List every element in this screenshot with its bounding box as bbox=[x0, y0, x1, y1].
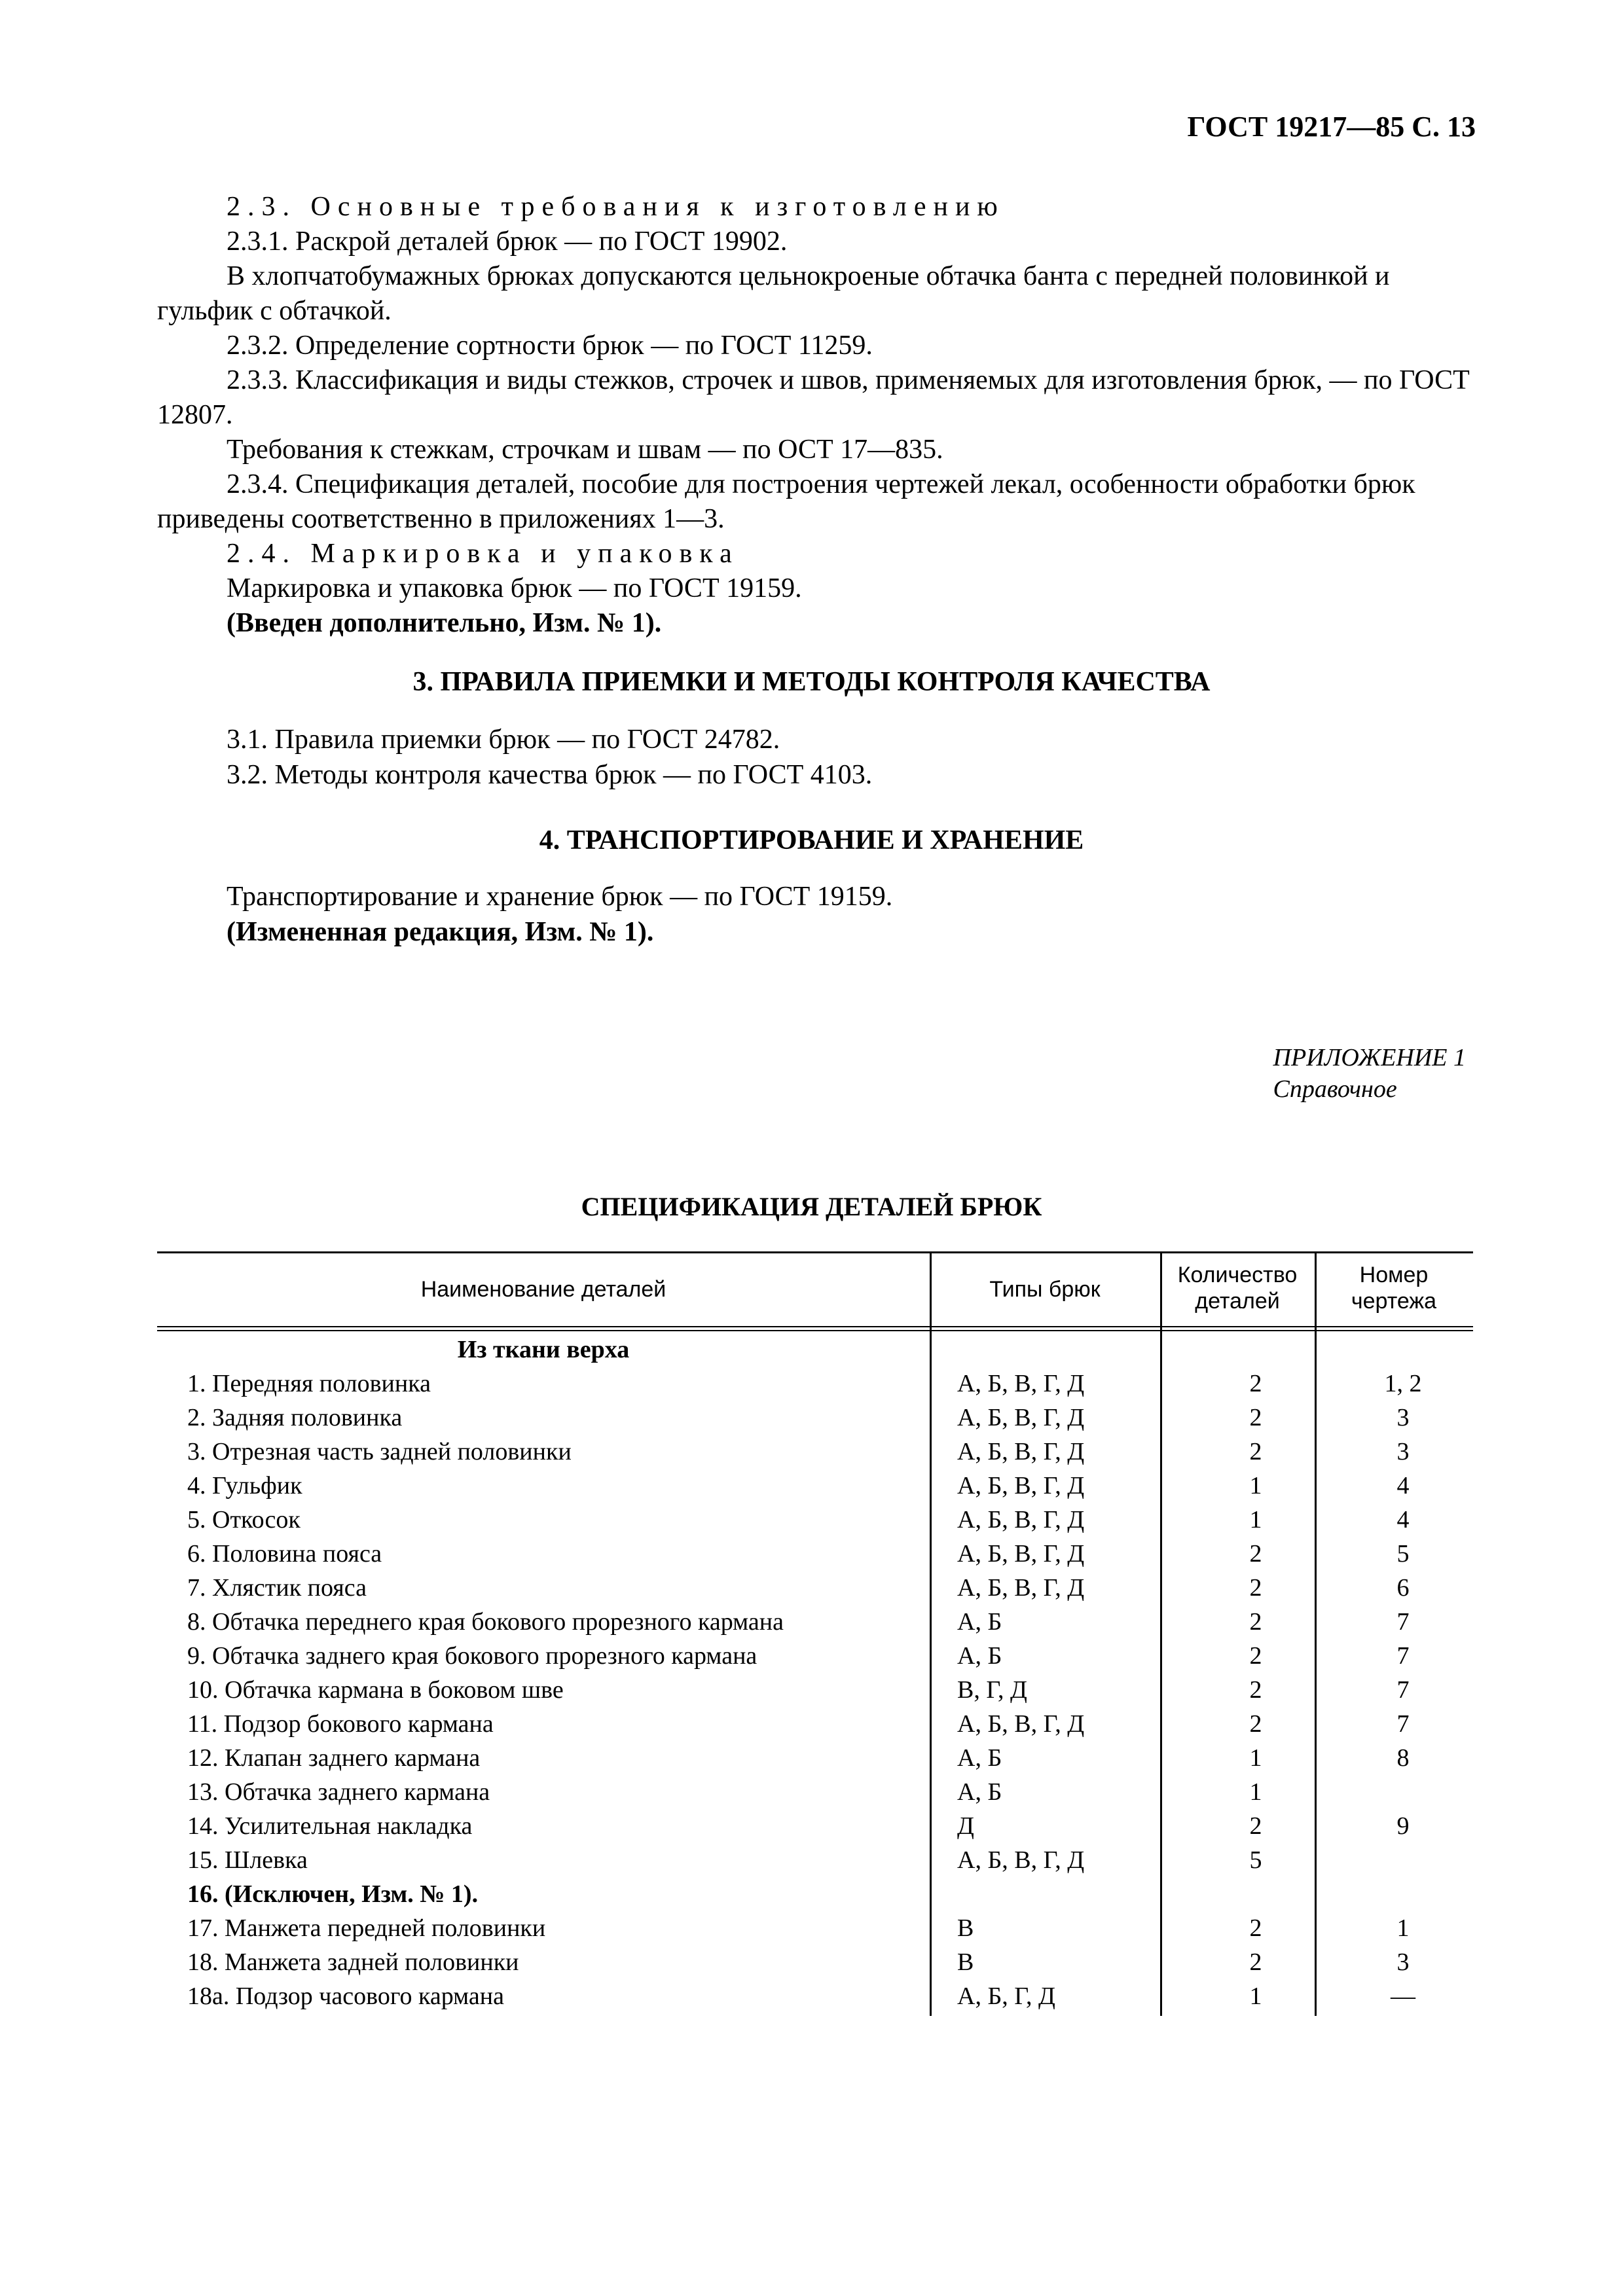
section-4-title: 4. ТРАНСПОРТИРОВАНИЕ И ХРАНЕНИЕ bbox=[539, 825, 1084, 855]
table-row bbox=[157, 1571, 1473, 1605]
row-types: А, Б, В, Г, Д bbox=[957, 1506, 1085, 1534]
clause-2-3-3: 2.3.3. Классификация и виды стежков, строчек и швов, применяемых для изготовления брюк, — по ГОСТ 12807. bbox=[157, 365, 1470, 430]
table-header-rule-2 bbox=[157, 1330, 1473, 1331]
row-drawing: 8 bbox=[1396, 1744, 1410, 1772]
row-name: 10. Обтачка кармана в боковом шве bbox=[187, 1676, 564, 1704]
table-row bbox=[157, 1469, 1473, 1503]
row-qty: 2 bbox=[1249, 1676, 1262, 1704]
row-drawing: 7 bbox=[1396, 1676, 1410, 1704]
table-row bbox=[157, 1605, 1473, 1639]
row-types: А, Б, В, Г, Д bbox=[957, 1370, 1085, 1397]
row-types: А, Б bbox=[957, 1744, 1002, 1772]
page-header: ГОСТ 19217—85 С. 13 bbox=[1187, 111, 1476, 143]
row-types: А, Б, В, Г, Д bbox=[957, 1540, 1085, 1568]
clause-2-text bbox=[157, 190, 1480, 641]
row-types: В bbox=[957, 1948, 974, 1976]
row-qty: 2 bbox=[1249, 1642, 1262, 1670]
table-row bbox=[157, 1979, 1473, 2013]
group-label: Из ткани верха bbox=[457, 1336, 630, 1363]
table-row bbox=[157, 1435, 1473, 1469]
clause-2-3-heading: 2.3. Основные требования к изготовлению bbox=[227, 192, 1005, 222]
row-name: 16. (Исключен, Изм. № 1). bbox=[187, 1880, 479, 1908]
row-name: 5. Откосок bbox=[187, 1506, 301, 1534]
row-qty: 1 bbox=[1249, 1778, 1262, 1806]
appendix-label bbox=[1273, 1042, 1466, 1105]
row-name: 14. Усилительная накладка bbox=[187, 1812, 473, 1840]
clause-3-1: 3.1. Правила приемки брюк — по ГОСТ 24782. bbox=[227, 725, 780, 755]
row-qty: 1 bbox=[1249, 1472, 1262, 1499]
table-title: СПЕЦИФИКАЦИЯ ДЕТАЛЕЙ БРЮК bbox=[581, 1192, 1042, 1221]
row-drawing: 4 bbox=[1396, 1506, 1410, 1534]
row-name: 8. Обтачка переднего края бокового прорезного кармана bbox=[187, 1608, 784, 1636]
row-qty: 1 bbox=[1249, 1744, 1262, 1772]
row-drawing: 1, 2 bbox=[1384, 1370, 1422, 1397]
row-name: 15. Шлевка bbox=[187, 1846, 308, 1874]
header-number-line-2: чертежа bbox=[1351, 1289, 1437, 1314]
row-types: А, Б, В, Г, Д bbox=[957, 1574, 1085, 1602]
section-3-title: 3. ПРАВИЛА ПРИЕМКИ И МЕТОДЫ КОНТРОЛЯ КАЧЕСТВА bbox=[412, 667, 1211, 697]
table-row bbox=[157, 1673, 1473, 1707]
row-name: 17. Манжета передней половинки bbox=[187, 1914, 546, 1942]
row-types: А, Б bbox=[957, 1642, 1002, 1670]
row-drawing: 3 bbox=[1396, 1948, 1410, 1976]
row-types: А, Б, В, Г, Д bbox=[957, 1846, 1085, 1874]
row-qty: 2 bbox=[1249, 1438, 1262, 1465]
clause-2-3-3-note: Требования к стежкам, строчкам и швам — по ОСТ 17—835. bbox=[227, 435, 943, 465]
clause-2-3-2: 2.3.2. Определение сортности брюк — по ГОСТ 11259. bbox=[227, 331, 873, 361]
row-name: 18. Манжета задней половинки bbox=[187, 1948, 519, 1976]
row-name: 13. Обтачка заднего кармана bbox=[187, 1778, 490, 1806]
row-types: А, Б, В, Г, Д bbox=[957, 1404, 1085, 1431]
table-group-row bbox=[157, 1333, 1473, 1367]
clause-2-4-text: Маркировка и упаковка брюк — по ГОСТ 19159. bbox=[227, 573, 802, 603]
header-types: Типы брюк bbox=[989, 1277, 1101, 1302]
row-drawing: 9 bbox=[1396, 1812, 1410, 1840]
row-types: А, Б bbox=[957, 1608, 1002, 1636]
row-drawing: 7 bbox=[1396, 1608, 1410, 1636]
section-4-amendment: (Измененная редакция, Изм. № 1). bbox=[227, 917, 654, 947]
row-types: А, Б, В, Г, Д bbox=[957, 1438, 1085, 1465]
row-qty: 2 bbox=[1249, 1608, 1262, 1636]
row-name: 7. Хлястик пояса bbox=[187, 1574, 367, 1602]
row-types: В bbox=[957, 1914, 974, 1942]
row-name: 12. Клапан заднего кармана bbox=[187, 1744, 481, 1772]
header-name: Наименование деталей bbox=[420, 1277, 666, 1302]
table-row bbox=[157, 1537, 1473, 1571]
row-drawing: 4 bbox=[1396, 1472, 1410, 1499]
header-number-line-1: Номер bbox=[1359, 1263, 1429, 1287]
clause-2-3-4: 2.3.4. Спецификация деталей, пособие для построения чертежей лекал, особенности обработки брюк приведены соответственно в приложениях 1—3. bbox=[157, 469, 1415, 534]
row-qty: 2 bbox=[1249, 1710, 1262, 1738]
row-types: В, Г, Д bbox=[957, 1676, 1027, 1704]
table-row bbox=[157, 1911, 1473, 1945]
row-types: А, Б, В, Г, Д bbox=[957, 1472, 1085, 1499]
row-drawing: 5 bbox=[1396, 1540, 1410, 1568]
row-name: 6. Половина пояса bbox=[187, 1540, 382, 1568]
table-row bbox=[157, 1707, 1473, 1741]
table-row bbox=[157, 1401, 1473, 1435]
row-qty: 2 bbox=[1249, 1370, 1262, 1397]
header-quantity-line-1: Количество bbox=[1177, 1263, 1298, 1287]
row-types: Д bbox=[957, 1812, 974, 1840]
table-row bbox=[157, 1639, 1473, 1673]
table-row bbox=[157, 1775, 1473, 1809]
header-quantity bbox=[1160, 1262, 1315, 1314]
table-row bbox=[157, 1945, 1473, 1979]
row-qty: 2 bbox=[1249, 1574, 1262, 1602]
table-row bbox=[157, 1741, 1473, 1775]
row-name: 4. Гульфик bbox=[187, 1472, 302, 1499]
row-name: 11. Подзор бокового кармана bbox=[187, 1710, 494, 1738]
section-4-text: Транспортирование и хранение брюк — по ГОСТ 19159. bbox=[227, 882, 893, 912]
row-types: А, Б, Г, Д bbox=[957, 1982, 1055, 2010]
row-qty: 2 bbox=[1249, 1914, 1262, 1942]
row-name: 3. Отрезная часть задней половинки bbox=[187, 1438, 572, 1465]
row-qty: 2 bbox=[1249, 1948, 1262, 1976]
table-top-rule bbox=[157, 1251, 1473, 1253]
clause-2-3-1: 2.3.1. Раскрой деталей брюк — по ГОСТ 19902. bbox=[227, 226, 788, 257]
row-name: 18а. Подзор часового кармана bbox=[187, 1982, 504, 2010]
row-qty: 2 bbox=[1249, 1540, 1262, 1568]
table-row bbox=[157, 1367, 1473, 1401]
row-drawing: 7 bbox=[1396, 1642, 1410, 1670]
row-qty: 2 bbox=[1249, 1404, 1262, 1431]
row-qty: 1 bbox=[1249, 1506, 1262, 1534]
header-drawing-number bbox=[1315, 1262, 1473, 1314]
appendix-title: ПРИЛОЖЕНИЕ 1 bbox=[1273, 1044, 1466, 1071]
row-name: 9. Обтачка заднего края бокового прорезного кармана bbox=[187, 1642, 757, 1670]
table-row bbox=[157, 1809, 1473, 1843]
clause-2-4-heading: 2.4. Маркировка и упаковка bbox=[227, 539, 739, 569]
clause-2-4-amendment: (Введен дополнительно, Изм. № 1). bbox=[227, 608, 662, 638]
row-drawing: 1 bbox=[1396, 1914, 1410, 1942]
row-name: 1. Передняя половинка bbox=[187, 1370, 431, 1397]
row-drawing: 6 bbox=[1396, 1574, 1410, 1602]
table-header-rule-1 bbox=[157, 1326, 1473, 1327]
row-qty: 5 bbox=[1249, 1846, 1262, 1874]
row-types: А, Б bbox=[957, 1778, 1002, 1806]
row-drawing: 3 bbox=[1396, 1404, 1410, 1431]
table-row bbox=[157, 1877, 1473, 1911]
row-types: А, Б, В, Г, Д bbox=[957, 1710, 1085, 1738]
row-drawing: 3 bbox=[1396, 1438, 1410, 1465]
clause-3-2: 3.2. Методы контроля качества брюк — по ГОСТ 4103. bbox=[227, 760, 873, 790]
row-drawing: — bbox=[1391, 1982, 1415, 2010]
table-row bbox=[157, 1503, 1473, 1537]
row-qty: 2 bbox=[1249, 1812, 1262, 1840]
appendix-subtitle: Справочное bbox=[1273, 1075, 1397, 1103]
header-quantity-line-2: деталей bbox=[1195, 1289, 1280, 1314]
row-qty: 1 bbox=[1249, 1982, 1262, 2010]
row-name: 2. Задняя половинка bbox=[187, 1404, 403, 1431]
table-row bbox=[157, 1843, 1473, 1877]
clause-2-3-1-note: В хлопчатобумажных брюках допускаются цельнокроеные обтачка банта с передней половинкой и гульфик с обтачкой. bbox=[157, 261, 1390, 326]
row-drawing: 7 bbox=[1396, 1710, 1410, 1738]
